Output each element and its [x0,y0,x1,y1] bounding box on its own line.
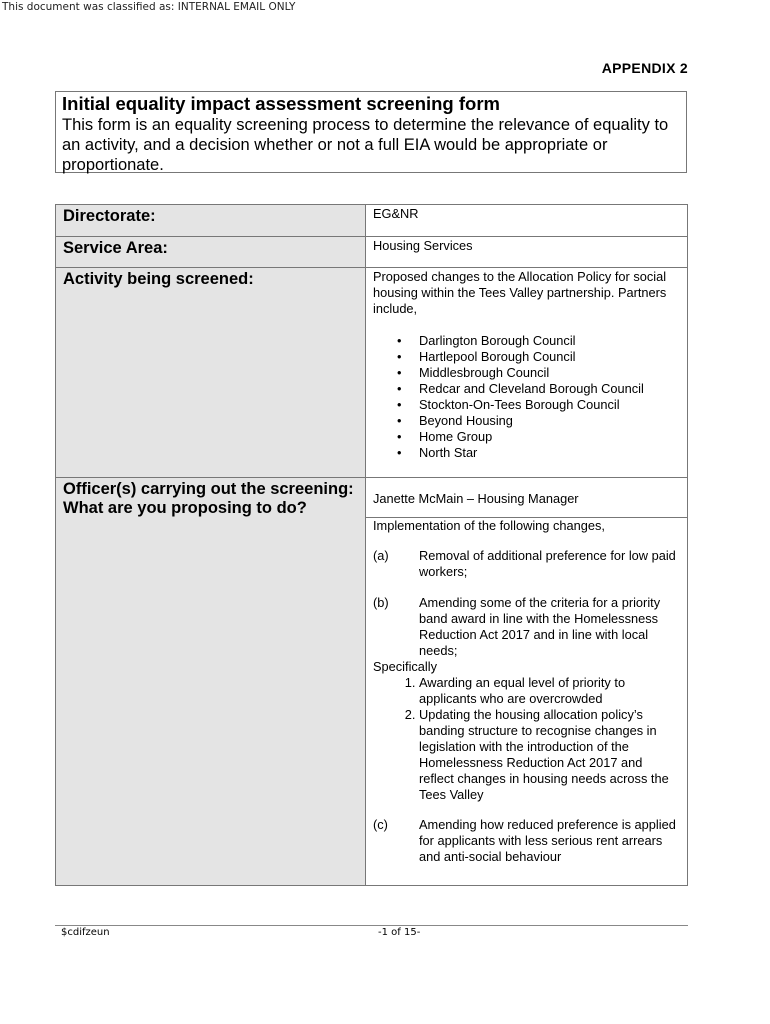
list-item: 1. Awarding an equal level of priority to applicants who are overcrowded [419,675,680,707]
change-c-text: Amending how reduced preference is applied for applicants with less serious rent arrears and anti-social behaviour [419,817,676,864]
officer-proposal-value [366,478,688,886]
footer-divider [55,925,688,926]
list-item: • Beyond Housing [393,413,680,429]
list-item: • North Star [393,445,680,461]
specific-items-list [373,675,680,803]
partners-list [373,333,680,461]
change-a-marker: (a) [373,548,389,563]
officer-value: Janette McMain – Housing Manager [373,491,579,506]
row-directorate [56,205,688,237]
list-item: • Hartlepool Borough Council [393,349,680,365]
proposal-value-cell [366,518,687,865]
form-description: This form is an equality screening process to determine the relevance of equality to an activity, and a decision whether or not a full EIA would be appropriate or proportionate. [62,116,669,174]
specifically-label: Specifically [373,659,438,674]
screening-table [55,204,688,886]
list-item: • Middlesbrough Council [393,365,680,381]
service-area-value: Housing Services [366,237,688,268]
list-item: • Home Group [393,429,680,445]
service-area-label: Service Area: [56,237,366,268]
activity-description: Proposed changes to the Allocation Policy for social housing within the Tees Valley partnership. Partners include, [373,269,667,316]
directorate-label: Directorate: [56,205,366,237]
activity-label: Activity being screened: [56,268,366,478]
change-c-marker: (c) [373,817,388,832]
activity-value [366,268,688,478]
proposal-label: What are you proposing to do? [63,499,307,517]
list-item: • Redcar and Cleveland Borough Council [393,381,680,397]
row-service-area [56,237,688,268]
row-activity [56,268,688,478]
directorate-value: EG&NR [366,205,688,237]
change-b-marker: (b) [373,595,389,610]
appendix-label: APPENDIX 2 [601,60,688,76]
list-item: • Stockton-On-Tees Borough Council [393,397,680,413]
officer-value-cell [366,478,687,518]
intro-box [55,91,687,173]
proposal-intro: Implementation of the following changes, [373,518,605,533]
change-b-text: Amending some of the criteria for a priority band award in line with the Homelessness Reduction Act 2017 and in line with local needs; [419,595,661,658]
list-item: • Darlington Borough Council [393,333,680,349]
list-item: 2. Updating the housing allocation policy’s banding structure to recognise changes in legislation with the introduction of the Homelessness Reduction Act 2017 and reflect changes in housing needs across the Tees Valley [419,707,680,803]
footer-reference: $cdifzeun [61,927,110,938]
form-title: Initial equality impact assessment screening form [62,93,500,114]
change-b [373,595,680,659]
change-c [373,817,680,865]
row-officer-proposal [56,478,688,886]
classification-banner: This document was classified as: INTERNAL EMAIL ONLY [2,1,296,13]
officer-proposal-label [56,478,366,886]
change-a [373,548,680,580]
page-number: -1 of 15- [378,927,421,938]
officer-label: Officer(s) carrying out the screening: [63,480,354,498]
change-a-text: Removal of additional preference for low paid workers; [419,548,676,579]
